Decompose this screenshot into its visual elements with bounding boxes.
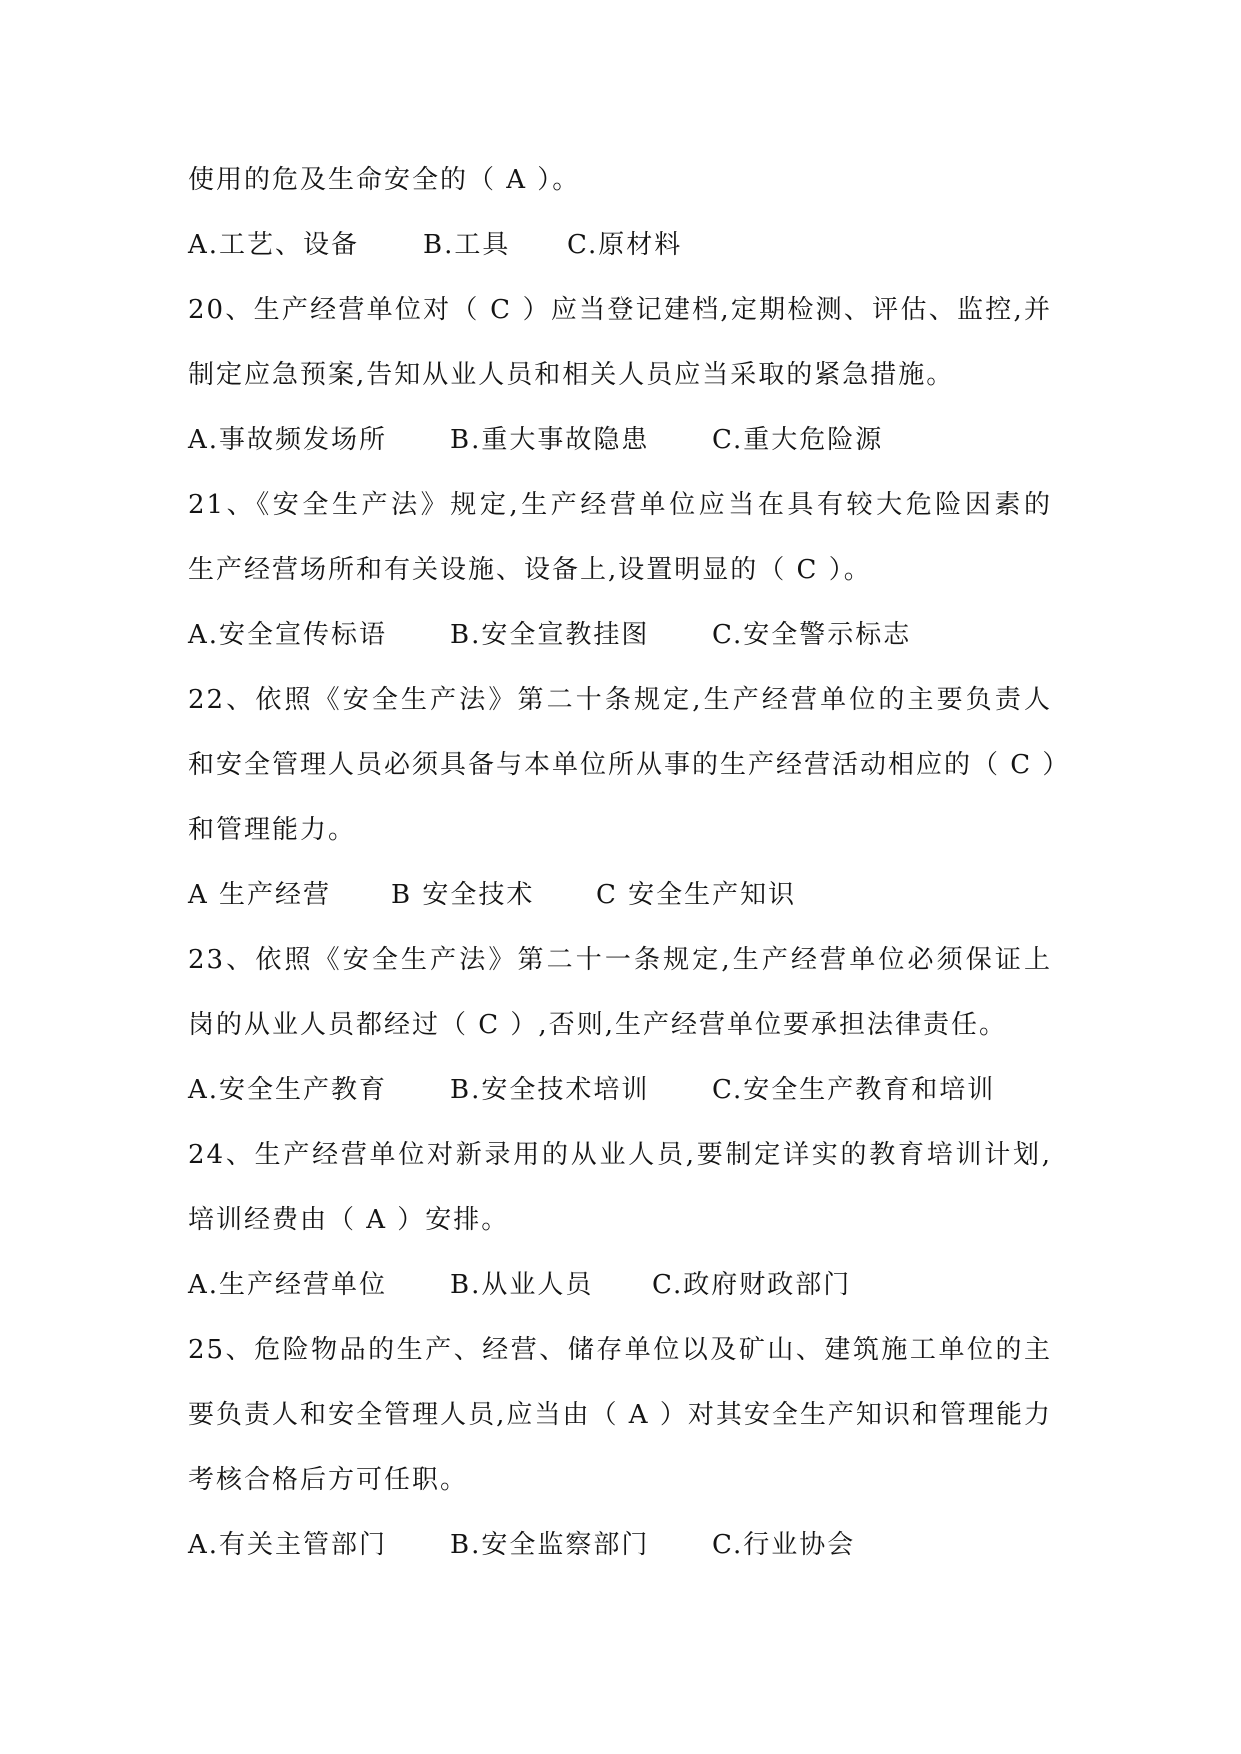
option-c: C.安全警示标志 xyxy=(712,620,912,650)
option-b: B 安全技术 xyxy=(391,880,535,910)
option-c: C.安全生产教育和培训 xyxy=(712,1075,996,1105)
options-row xyxy=(188,408,1052,473)
question-block xyxy=(188,928,1052,1123)
options-row xyxy=(188,1253,1052,1318)
question-text-line: 制定应急预案,告知从业人员和相关人员应当采取的紧急措施。 xyxy=(188,360,955,390)
option-a: A 生产经营 xyxy=(188,880,332,910)
option-b: B.安全宣教挂图 xyxy=(450,620,650,650)
option-c: C.行业协会 xyxy=(712,1530,856,1560)
question-text-line: 24、生产经营单位对新录用的从业人员,要制定详实的教育培训计划, xyxy=(188,1140,1052,1170)
options-row xyxy=(188,1513,1052,1578)
option-c: C.原材料 xyxy=(567,230,683,260)
options-row xyxy=(188,213,1052,278)
question-text-line: 岗的从业人员都经过（ C ）,否则,生产经营单位要承担法律责任。 xyxy=(188,1010,1007,1040)
question-block xyxy=(188,278,1052,473)
question-text-line: 21、《安全生产法》规定,生产经营单位应当在具有较大危险因素的 xyxy=(188,490,1052,520)
option-a: A.安全宣传标语 xyxy=(188,620,388,650)
option-a: A.安全生产教育 xyxy=(188,1075,388,1105)
question-text-line: 23、依照《安全生产法》第二十一条规定,生产经营单位必须保证上 xyxy=(188,945,1052,975)
question-text-line: 使用的危及生命安全的（ A ）。 xyxy=(188,165,581,195)
question-text-line: 20、生产经营单位对（ C ）应当登记建档,定期检测、评估、监控,并 xyxy=(188,295,1052,325)
question-block xyxy=(188,148,1052,278)
option-c: C.重大危险源 xyxy=(712,425,884,455)
question-text-line: 22、依照《安全生产法》第二十条规定,生产经营单位的主要负责人 xyxy=(188,685,1052,715)
question-list xyxy=(188,148,1071,1578)
options-row xyxy=(188,1058,1052,1123)
option-c: C.政府财政部门 xyxy=(652,1270,852,1300)
option-b: B.安全技术培训 xyxy=(450,1075,650,1105)
option-b: B.重大事故隐患 xyxy=(450,425,650,455)
question-text-line: 考核合格后方可任职。 xyxy=(188,1465,469,1495)
question-block xyxy=(188,668,1071,928)
question-block xyxy=(188,473,1052,668)
question-text-line: 生产经营场所和有关设施、设备上,设置明显的（ C ）。 xyxy=(188,555,872,585)
question-block xyxy=(188,1123,1052,1318)
option-a: A.事故频发场所 xyxy=(188,425,388,455)
question-text-line: 和安全管理人员必须具备与本单位所从事的生产经营活动相应的（ C ） xyxy=(188,750,1071,780)
question-text-line: 25、危险物品的生产、经营、储存单位以及矿山、建筑施工单位的主 xyxy=(188,1335,1052,1365)
option-b: B.安全监察部门 xyxy=(450,1530,650,1560)
question-text-line: 要负责人和安全管理人员,应当由（ A ）对其安全生产知识和管理能力 xyxy=(188,1400,1052,1430)
options-row xyxy=(188,603,1052,668)
option-b: B.工具 xyxy=(423,230,511,260)
option-c: C 安全生产知识 xyxy=(596,880,797,910)
question-text-line: 和管理能力。 xyxy=(188,815,357,845)
option-b: B.从业人员 xyxy=(450,1270,594,1300)
option-a: A.有关主管部门 xyxy=(188,1530,388,1560)
option-a: A.工艺、设备 xyxy=(188,230,360,260)
options-row xyxy=(188,863,1052,928)
question-block xyxy=(188,1318,1052,1578)
question-text-line: 培训经费由（ A ）安排。 xyxy=(188,1205,510,1235)
option-a: A.生产经营单位 xyxy=(188,1270,388,1300)
